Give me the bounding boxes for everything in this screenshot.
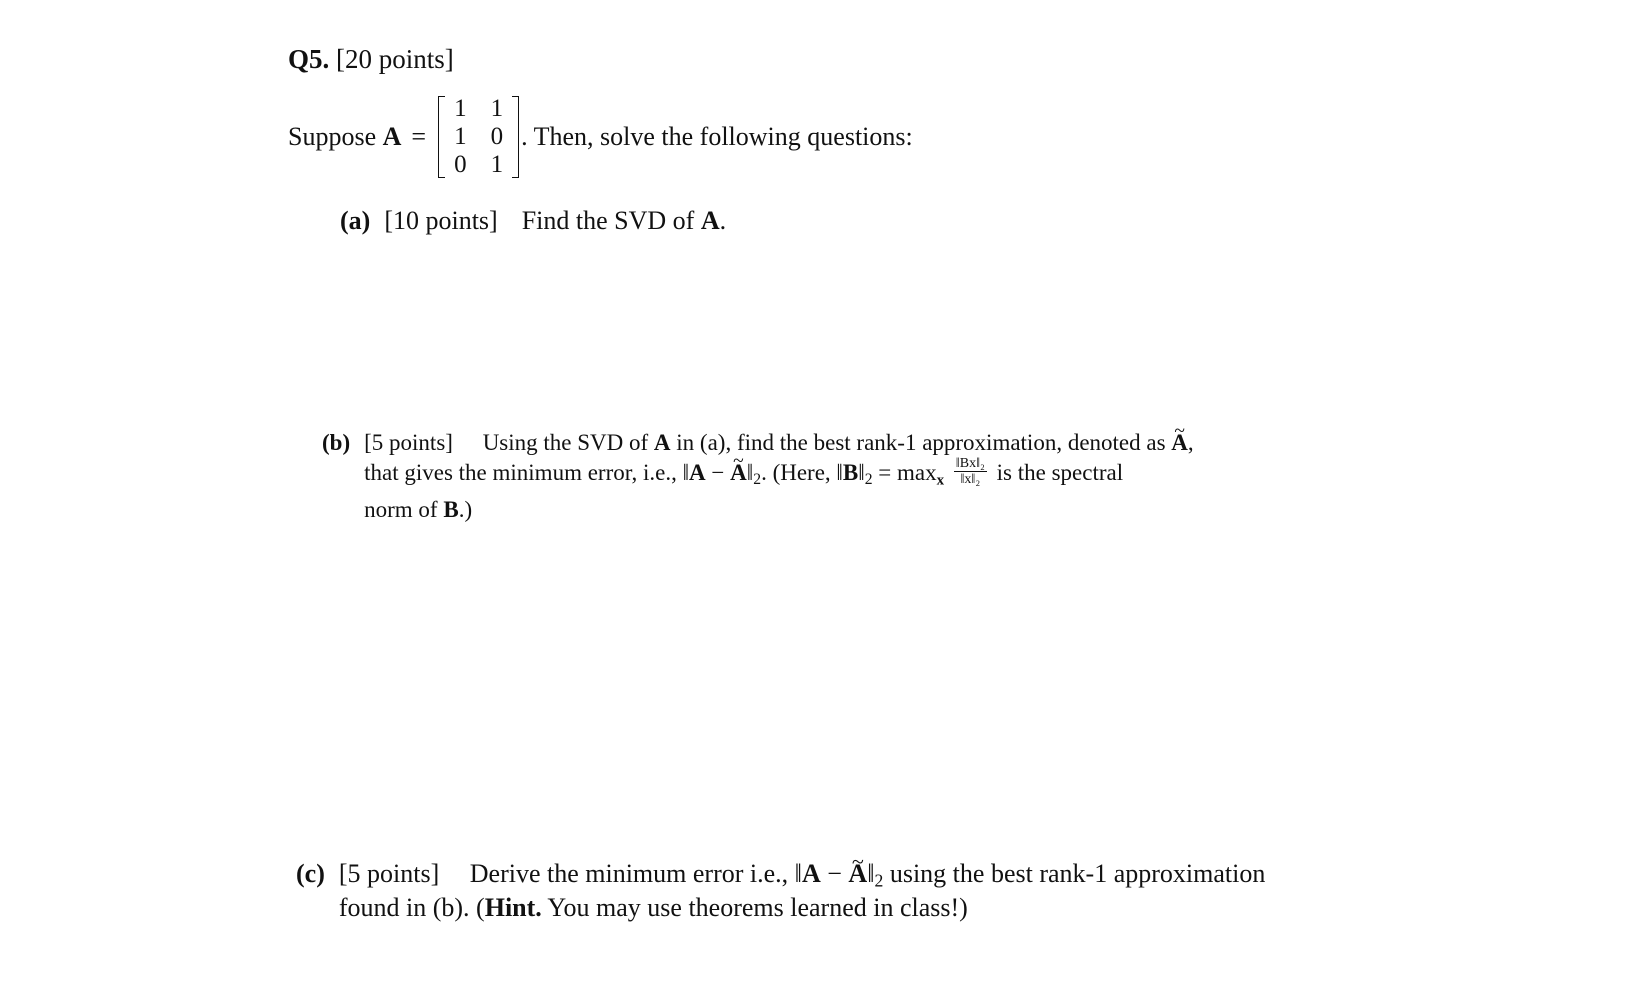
part-b-points: [5 points] (364, 430, 453, 455)
part-b-label: (b) (322, 430, 351, 455)
part-c-text: You may use theorems learned in class!) (547, 893, 968, 923)
matrix-row (448, 123, 509, 151)
matrix-a (438, 95, 519, 179)
subscript-2: 2 (864, 470, 873, 488)
part-a-period: . (719, 206, 727, 235)
part-c-a-tilde: ~ A (848, 860, 867, 888)
part-c-text: found in (b). ( (338, 893, 485, 923)
part-c-text: using the best rank-1 approximation (889, 859, 1266, 888)
equals-sign: = (411, 122, 427, 151)
max-subscript: x (936, 472, 945, 489)
part-a-label: (a) (340, 206, 371, 235)
eq-max: = max (878, 460, 937, 485)
part-b-matrix: A (653, 430, 671, 455)
matrix-b: B (443, 497, 459, 523)
minus-sign: − (827, 859, 842, 888)
part-c-body (339, 860, 1265, 922)
minus-sign: − (711, 460, 725, 485)
fraction-denominator: ‖x‖₂ (960, 472, 981, 488)
part-c-label: (c) (296, 859, 325, 888)
part-b-text: that gives the minimum error, i.e., ‖ (364, 460, 690, 485)
part-b-text: is the spectral (996, 460, 1124, 485)
part-c-text: Derive the minimum error i.e., ‖ (469, 859, 802, 888)
matrix-cell: 1 (454, 95, 467, 122)
fraction-numerator: ‖Bx‖₂ (955, 456, 985, 472)
part-b-body (364, 428, 1194, 525)
part-b-line-3 (364, 495, 1194, 525)
norm-close: ‖ (746, 460, 754, 485)
matrix-cell: 1 (490, 151, 504, 178)
part-b-text: .) (458, 497, 473, 523)
part-b-line-1 (364, 428, 1194, 458)
matrix-name: A (382, 122, 402, 151)
matrix-cell: 0 (454, 151, 467, 178)
part-b (322, 428, 1194, 525)
part-b-comma: , (1187, 430, 1194, 455)
hint-label: Hint. (484, 893, 542, 923)
matrix-row (448, 95, 509, 123)
norm-close: ‖ (867, 859, 875, 888)
part-a-text (522, 206, 726, 236)
matrix-b: B (842, 460, 859, 485)
part-c-line-2 (339, 894, 1265, 922)
statement-prefix: Suppose (288, 122, 377, 151)
matrix-cell: 0 (490, 123, 504, 150)
matrix-row (448, 151, 509, 179)
matrix-cell: 1 (454, 123, 467, 150)
spectral-norm-fraction (954, 456, 987, 487)
part-c-points: [5 points] (338, 859, 440, 888)
problem-statement (288, 92, 913, 182)
matrix-cell: 1 (490, 95, 504, 122)
part-c-matrix: A (801, 859, 821, 888)
part-a-matrix: A (700, 206, 720, 235)
statement-suffix: . Then, solve the following questions: (521, 122, 913, 151)
part-b-a-tilde: ~ A (730, 458, 747, 488)
norm-close: ‖ (858, 460, 865, 485)
part-a-question: Find the SVD of (521, 206, 695, 235)
part-c-line-1 (339, 860, 1265, 894)
subscript-2: 2 (753, 470, 762, 488)
part-b-text: in (a), find the best rank-1 approximation, denoted as (676, 430, 1166, 455)
question-header (288, 44, 454, 75)
part-c (296, 860, 1265, 922)
part-a-points: [10 points] (384, 206, 498, 235)
question-points: [20 points] (336, 44, 454, 74)
part-b-text: . (Here, ‖ (761, 460, 843, 485)
part-b-line-2 (364, 458, 1194, 495)
subscript-2: 2 (874, 870, 884, 891)
part-b-matrix: A (689, 460, 706, 485)
part-b-text: Using the SVD of (482, 430, 649, 455)
part-b-text: norm of (364, 497, 438, 523)
part-b-a-tilde: ~ A (1171, 428, 1188, 458)
part-a (340, 206, 726, 236)
question-label: Q5. (288, 44, 330, 74)
